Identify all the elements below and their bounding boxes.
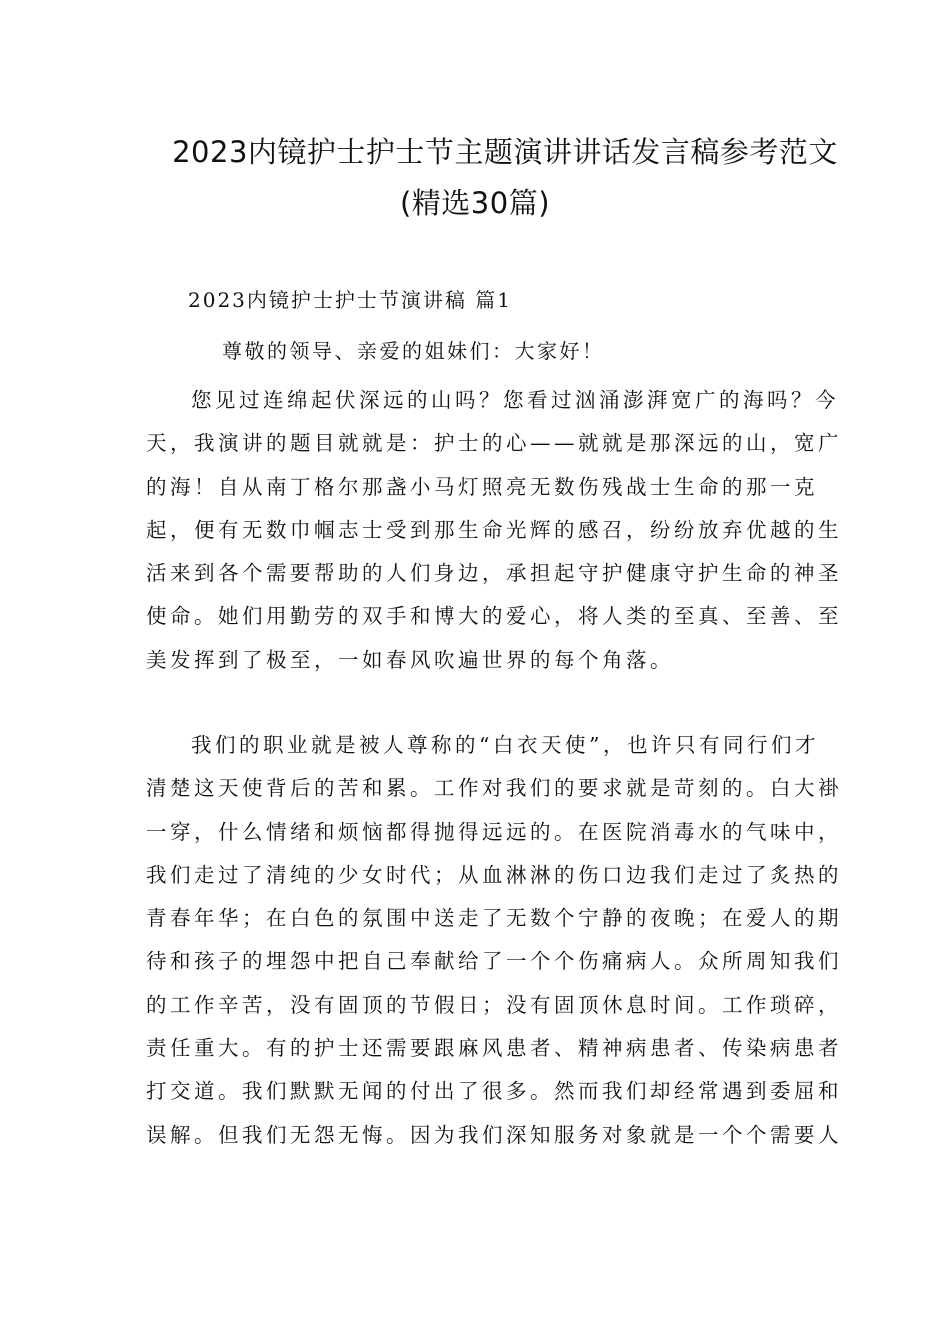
paragraph1-line: 的海！自从南丁格尔那盏小马灯照亮无数伤残战士生命的那一克: [146, 474, 818, 499]
paragraph2-line: 我们的职业就是被人尊称的“白衣天使”，也许只有同行们才: [191, 733, 819, 757]
paragraph1-line: 起，便有无数巾帼志士受到那生命光辉的感召，纷纷放弃优越的生: [146, 517, 842, 542]
paragraph2-line: 青春年华；在白色的氛围中送走了无数个宁静的夜晚；在爱人的期: [146, 906, 842, 931]
document-title-line1: 2023内镜护士护士节主题演讲讲话发言稿参考范文: [172, 135, 838, 169]
paragraph2-line: 误解。但我们无怨无悔。因为我们深知服务对象就是一个个需要人: [146, 1122, 842, 1147]
paragraph-2: [146, 724, 842, 1157]
paragraph-1: [146, 379, 842, 682]
paragraph2-line: 打交道。我们默默无闻的付出了很多。然而我们却经常遇到委屈和: [146, 1079, 842, 1104]
paragraph2-line: 一穿，什么情绪和烦恼都得抛得远远的。在医院消毒水的气味中，: [146, 819, 842, 844]
paragraph2-line: 的工作辛苦，没有固顶的节假日；没有固顶休息时间。工作琐碎，: [146, 992, 842, 1017]
paragraph2-line: 清楚这天使背后的苦和累。工作对我们的要求就是苛刻的。白大褂: [146, 776, 842, 801]
greeting-line: 尊敬的领导、亲爱的姐妹们：大家好！: [222, 339, 605, 363]
document-title-line2: (精选30篇): [399, 186, 551, 220]
paragraph2-line: 责任重大。有的护士还需要跟麻风患者、精神病患者、传染病患者: [146, 1036, 842, 1061]
paragraph1-line: 使命。她们用勤劳的双手和博大的爱心，将人类的至真、至善、至: [146, 604, 842, 629]
paragraph1-line: 活来到各个需要帮助的人们身边，承担起守护健康守护生命的神圣: [146, 561, 842, 586]
section-heading: 2023内镜护士护士节演讲稿 篇1: [188, 288, 512, 312]
paragraph1-line: 您见过连绵起伏深远的山吗？您看过汹涌澎湃宽广的海吗？今: [191, 388, 839, 412]
paragraph1-line: 天，我演讲的题目就就是：护士的心——就就是那深远的山，宽广: [146, 431, 842, 456]
paragraph1-line: 美发挥到了极至，一如春风吹遍世界的每个角落。: [146, 647, 674, 672]
paragraph2-line: 我们走过了清纯的少女时代；从血淋淋的伤口边我们走过了炙热的: [146, 862, 842, 887]
paragraph2-line: 待和孩子的埋怨中把自己奉献给了一个个伤痛病人。众所周知我们: [146, 949, 842, 974]
